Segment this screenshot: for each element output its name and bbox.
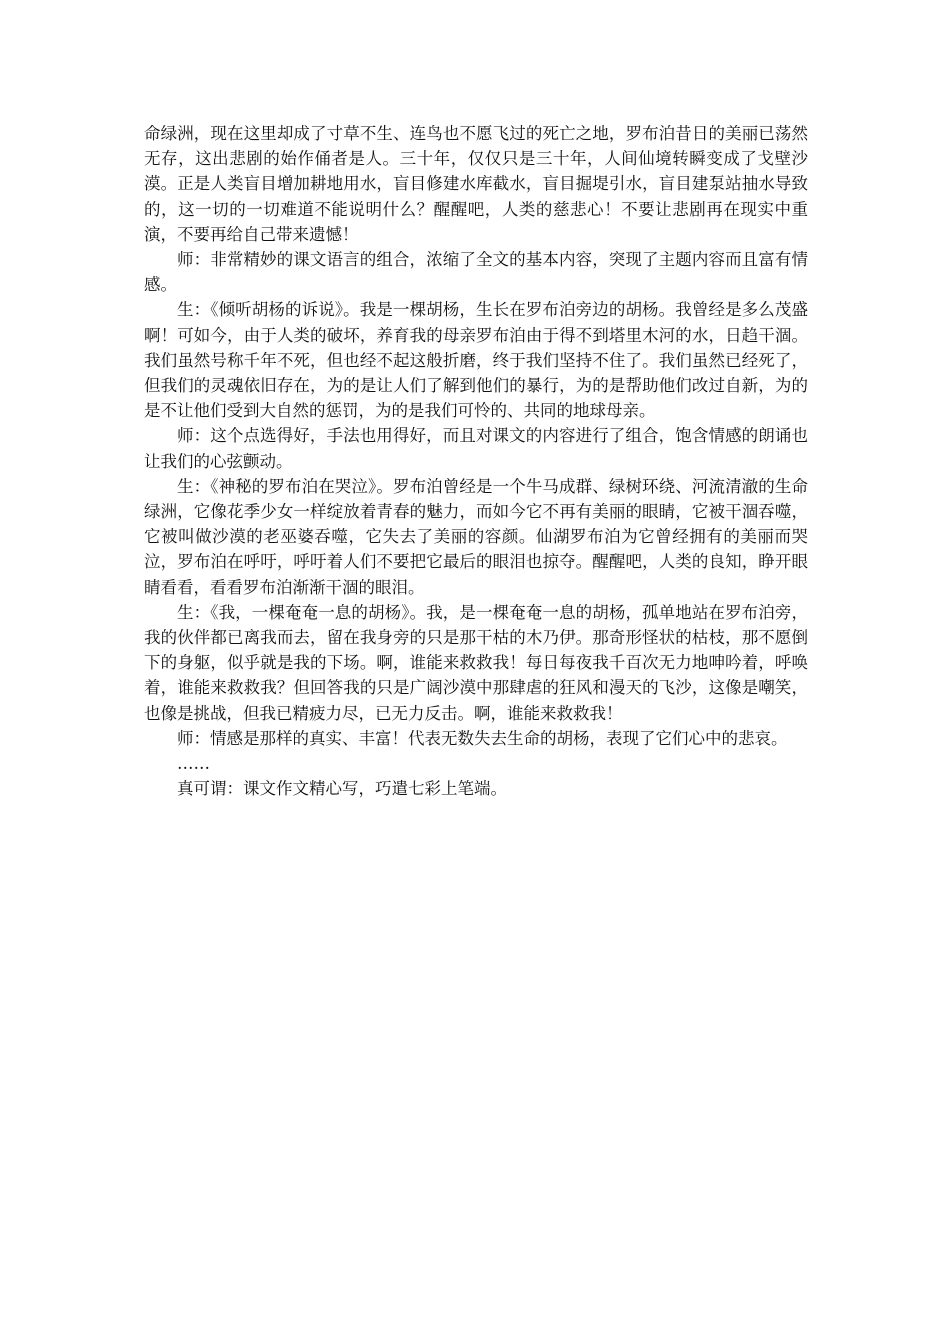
- paragraph-teacher-comment-1: 师：非常精妙的课文语言的组合，浓缩了全文的基本内容，突现了主题内容而且富有情感。: [144, 250, 808, 295]
- paragraph-conclusion: 真可谓：课文作文精心写，巧遣七彩上笔端。: [177, 779, 507, 799]
- paragraph-continuation: 命绿洲，现在这里却成了寸草不生、连鸟也不愿飞过的死亡之地，罗布泊昔日的美丽已荡然无存，这出悲剧的始作俑者是人。三十年，仅仅只是三十年，人间仙境转瞬变成了戈壁沙漠。正是人类盲目增加耕地用水，盲目修建水库截水，盲目掘堤引水，盲目建泵站抽水导致的，这一切的一切难道不能说明什么？醒醒吧，人类的慈悲心！不要让悲剧再在现实中重演，不要再给自己带来遗憾！: [144, 124, 808, 244]
- paragraph-student-2: 生：《神秘的罗布泊在哭泣》。罗布泊曾经是一个牛马成群、绿树环绕、河流清澈的生命绿洲，它像花季少女一样绽放着青春的魅力，而如今它不再有美丽的眼睛，它被干涸吞噬，它被叫做沙漠的老巫婆吞噬，它失去了美丽的容颜。仙湖罗布泊为它曾经拥有的美丽而哭泣，罗布泊在呼吁，呼吁着人们不要把它最后的眼泪也掠夺。醒醒吧，人类的良知，睁开眼睛看看，看看罗布泊渐渐干涸的眼泪。: [144, 476, 808, 597]
- paragraph-teacher-comment-3: 师：情感是那样的真实、丰富！代表无数失去生命的胡杨，表现了它们心中的悲哀。: [177, 728, 788, 748]
- paragraph-teacher-comment-2: 师：这个点选得好，手法也用得好，而且对课文的内容进行了组合，饱含情感的朗诵也让我们的心弦颤动。: [144, 426, 808, 471]
- paragraph-student-1: 生：《倾听胡杨的诉说》。我是一棵胡杨，生长在罗布泊旁边的胡杨。我曾经是多么茂盛啊！可如今，由于人类的破坏，养育我的母亲罗布泊由于得不到塔里木河的水，日趋干涸。我们虽然号称千年不死，但也经不起这般折磨，终于我们坚持不住了。我们虽然已经死了，但我们的灵魂依旧存在，为的是让人们了解到他们的暴行，为的是帮助他们改过自新，为的是不让他们受到大自然的惩罚，为的是我们可怜的、共同的地球母亲。: [144, 300, 808, 421]
- document-body: [144, 121, 808, 801]
- ellipsis-line: ……: [177, 754, 210, 774]
- paragraph-student-3: 生：《我，一棵奄奄一息的胡杨》。我，是一棵奄奄一息的胡杨，孤单地站在罗布泊旁，我的伙伴都已离我而去，留在我身旁的只是那干枯的木乃伊。那奇形怪状的枯枝，那不愿倒下的身躯，似乎就是我的下场。啊，谁能来救救我！每日每夜我千百次无力地呻吟着，呼唤着，谁能来救救我？但回答我的只是广阔沙漠中那肆虐的狂风和漫天的飞沙，这像是嘲笑，也像是挑战，但我已精疲力尽，已无力反击。啊，谁能来救救我！: [144, 602, 808, 723]
